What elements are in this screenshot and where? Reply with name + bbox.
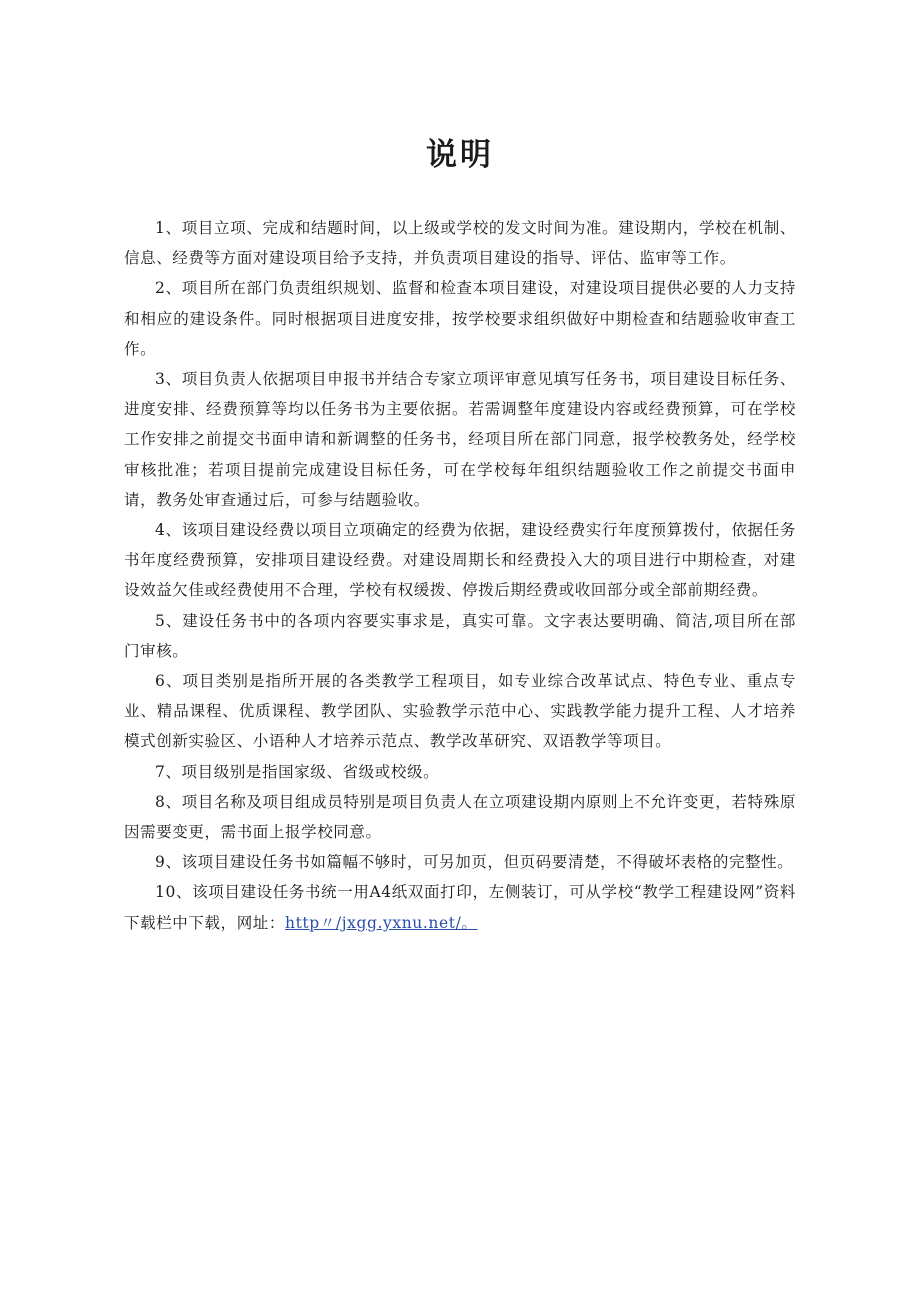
- instruction-paragraph-3: 3、项目负责人依据项目申报书并结合专家立项评审意见填写任务书，项目建设目标任务、进度安排、经费预算等均以任务书为主要依据。若需调整年度建设内容或经费预算，可在学校工作安排之前提交书面申请和新调整的任务书，经项目所在部门同意，报学校教务处，经学校审核批准；若项目提前完成建设目标任务，可在学校每年组织结题验收工作之前提交书面申请，教务处审查通过后，可参与结题验收。: [124, 370, 796, 509]
- instruction-paragraph-7: 7、项目级别是指国家级、省级或校级。: [155, 762, 440, 781]
- instruction-paragraph-10-text: 10、该项目建设任务书统一用A4纸双面打印，左侧装订，可从学校“教学工程建设网”资料下载栏中下载，网址：: [124, 883, 796, 932]
- instruction-paragraph-4: 4、该项目建设经费以项目立项确定的经费为依据，建设经费实行年度预算拨付，依据任务书年度经费预算，安排项目建设经费。对建设周期长和经费投入大的项目进行中期检查，对建设效益欠佳或经费使用不合理，学校有权缓拨、停拨后期经费或收回部分或全部前期经费。: [124, 521, 796, 600]
- instruction-paragraph-8: 8、项目名称及项目组成员特别是项目负责人在立项建设期内原则上不允许变更，若特殊原因需要变更，需书面上报学校同意。: [124, 792, 796, 842]
- instruction-paragraph-9: 9、该项目建设任务书如篇幅不够时，可另加页，但页码要清楚，不得破坏表格的完整性。: [155, 853, 794, 872]
- instructions-body: [124, 213, 796, 938]
- instruction-paragraph-5: 5、建设任务书中的各项内容要实事求是，真实可靠。文字表达要明确、简洁,项目所在部门审核。: [124, 611, 796, 660]
- instruction-paragraph-10: [124, 877, 796, 937]
- instruction-paragraph-2: 2、项目所在部门负责组织规划、监督和检查本项目建设，对建设项目提供必要的人力支持和相应的建设条件。同时根据项目进度安排，按学校要求组织做好中期检查和结题验收审查工作。: [124, 279, 796, 358]
- page-title: 说明: [426, 137, 494, 173]
- download-site-link[interactable]: http〃/jxgg.yxnu.net/。: [285, 913, 478, 932]
- instruction-paragraph-6: 6、项目类别是指所开展的各类教学工程项目，如专业综合改革试点、特色专业、重点专业、精品课程、优质课程、教学团队、实验教学示范中心、实践教学能力提升工程、人才培养模式创新实验区、小语种人才培养示范点、教学改革研究、双语教学等项目。: [124, 672, 796, 751]
- instruction-paragraph-1: 1、项目立项、完成和结题时间，以上级或学校的发文时间为准。建设期内，学校在机制、信息、经费等方面对建设项目给予支持，并负责项目建设的指导、评估、监审等工作。: [124, 219, 796, 268]
